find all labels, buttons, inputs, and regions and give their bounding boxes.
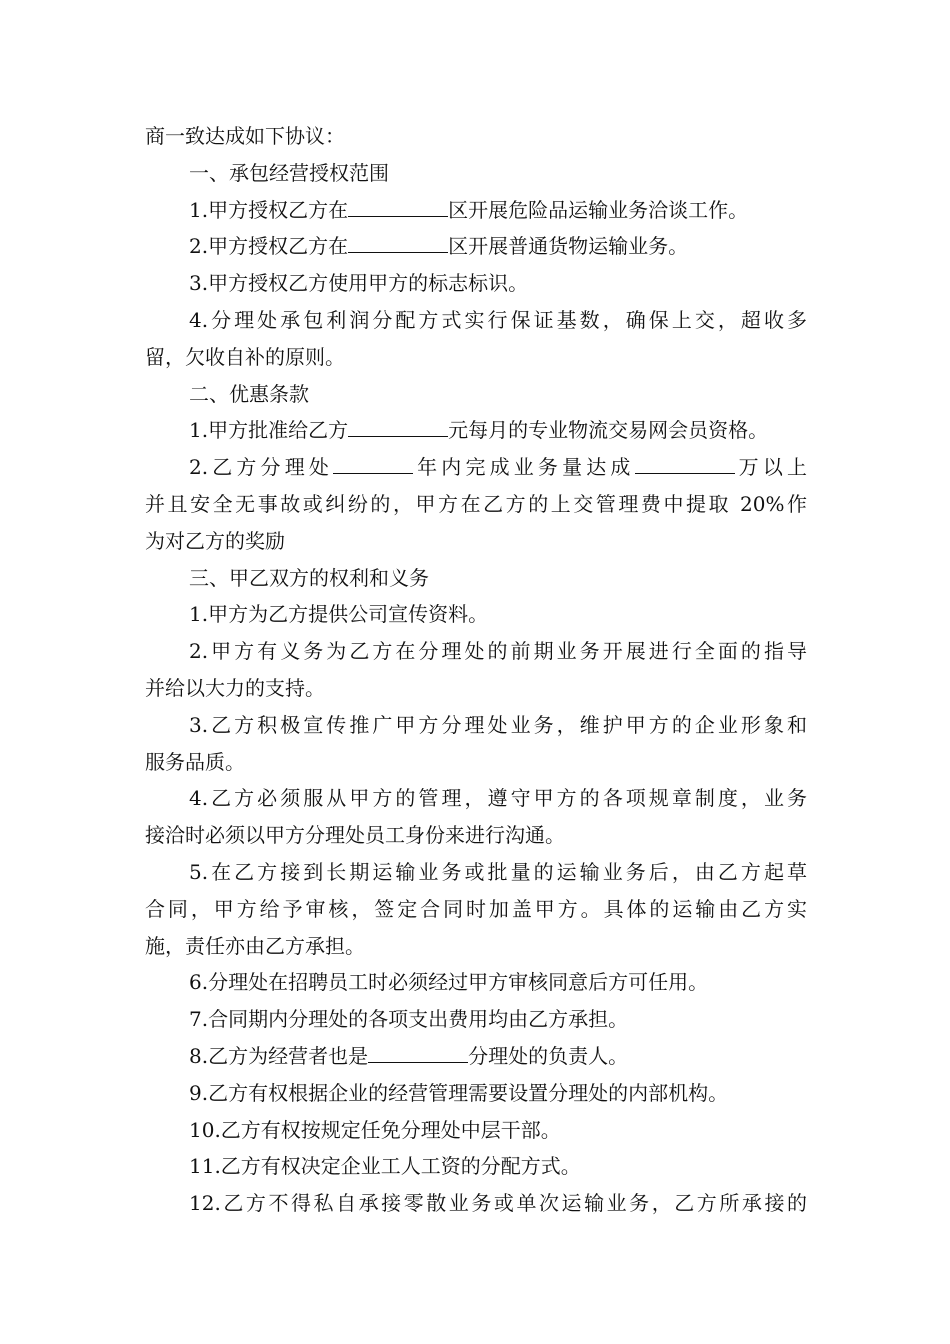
text-line — [145, 412, 807, 449]
text-line: 4.分理处承包利润分配方式实行保证基数，确保上交，超收多 — [189, 307, 807, 332]
text-line: 3.乙方积极宣传推广甲方分理处业务，维护甲方的企业形象和 — [189, 712, 807, 737]
text-line — [145, 192, 807, 229]
text-line: 10.乙方有权按规定任免分理处中层干部。 — [189, 1117, 561, 1142]
text-line: 接洽时必须以甲方分理处员工身份来进行沟通。 — [145, 823, 565, 848]
text-line: 7.合同期内分理处的各项支出费用均由乙方承担。 — [189, 1007, 629, 1032]
text-line: 并且安全无事故或纠纷的，甲方在乙方的上交管理费中提取 20%作 — [145, 491, 807, 516]
line-segment: 2.乙方分理处 — [189, 455, 333, 480]
text-line: 11.乙方有权决定企业工人工资的分配方式。 — [189, 1154, 581, 1179]
fill-in-blank — [333, 453, 413, 474]
text-line: 为对乙方的奖励 — [145, 528, 285, 553]
text-line — [145, 1038, 807, 1075]
fill-in-blank — [368, 1042, 468, 1063]
fill-in-blank — [348, 416, 448, 437]
text-line: 并给以大力的支持。 — [145, 675, 325, 700]
text-line: 合同，甲方给予审核，签定合同时加盖甲方。具体的运输由乙方实 — [145, 896, 807, 921]
line-segment: 区开展危险品运输业务洽谈工作。 — [448, 197, 749, 222]
document-page — [145, 118, 807, 1222]
text-line: 12.乙方不得私自承接零散业务或单次运输业务，乙方所承接的 — [189, 1191, 807, 1216]
fill-in-blank — [635, 453, 735, 474]
text-line: 3.甲方授权乙方使用甲方的标志标识。 — [189, 271, 529, 296]
text-line: 5.在乙方接到长期运输业务或批量的运输业务后，由乙方起草 — [189, 859, 807, 884]
text-line: 9.乙方有权根据企业的经营管理需要设置分理处的内部机构。 — [189, 1080, 729, 1105]
text-line: 施，责任亦由乙方承担。 — [145, 933, 365, 958]
line-segment: 2.甲方授权乙方在 — [189, 234, 349, 259]
text-line: 留，欠收自补的原则。 — [145, 344, 345, 369]
text-line: 二、优惠条款 — [189, 381, 309, 406]
line-segment: 1.甲方授权乙方在 — [189, 197, 349, 222]
fill-in-blank — [348, 196, 448, 217]
line-segment: 8.乙方为经营者也是 — [189, 1043, 369, 1068]
text-line: 4.乙方必须服从甲方的管理，遵守甲方的各项规章制度，业务 — [189, 786, 807, 811]
text-line — [145, 449, 807, 486]
text-line: 1.甲方为乙方提供公司宣传资料。 — [189, 602, 489, 627]
text-line: 一、承包经营授权范围 — [189, 160, 389, 185]
fill-in-blank — [348, 232, 448, 253]
line-segment: 年内完成业务量达成 — [413, 455, 635, 480]
line-segment: 分理处的负责人。 — [468, 1043, 629, 1068]
text-line: 三、甲乙双方的权利和义务 — [189, 565, 429, 590]
text-line: 6.分理处在招聘员工时必须经过甲方审核同意后方可任用。 — [189, 970, 709, 995]
line-segment: 元每月的专业物流交易网会员资格。 — [448, 418, 769, 443]
text-line: 商一致达成如下协议： — [145, 124, 345, 148]
line-segment: 万以上 — [734, 455, 807, 480]
line-segment: 区开展普通货物运输业务。 — [448, 234, 689, 259]
text-line: 2.甲方有义务为乙方在分理处的前期业务开展进行全面的指导 — [189, 639, 807, 664]
text-line — [145, 228, 807, 265]
line-segment: 1.甲方批准给乙方 — [189, 418, 349, 443]
text-line: 服务品质。 — [145, 749, 245, 774]
